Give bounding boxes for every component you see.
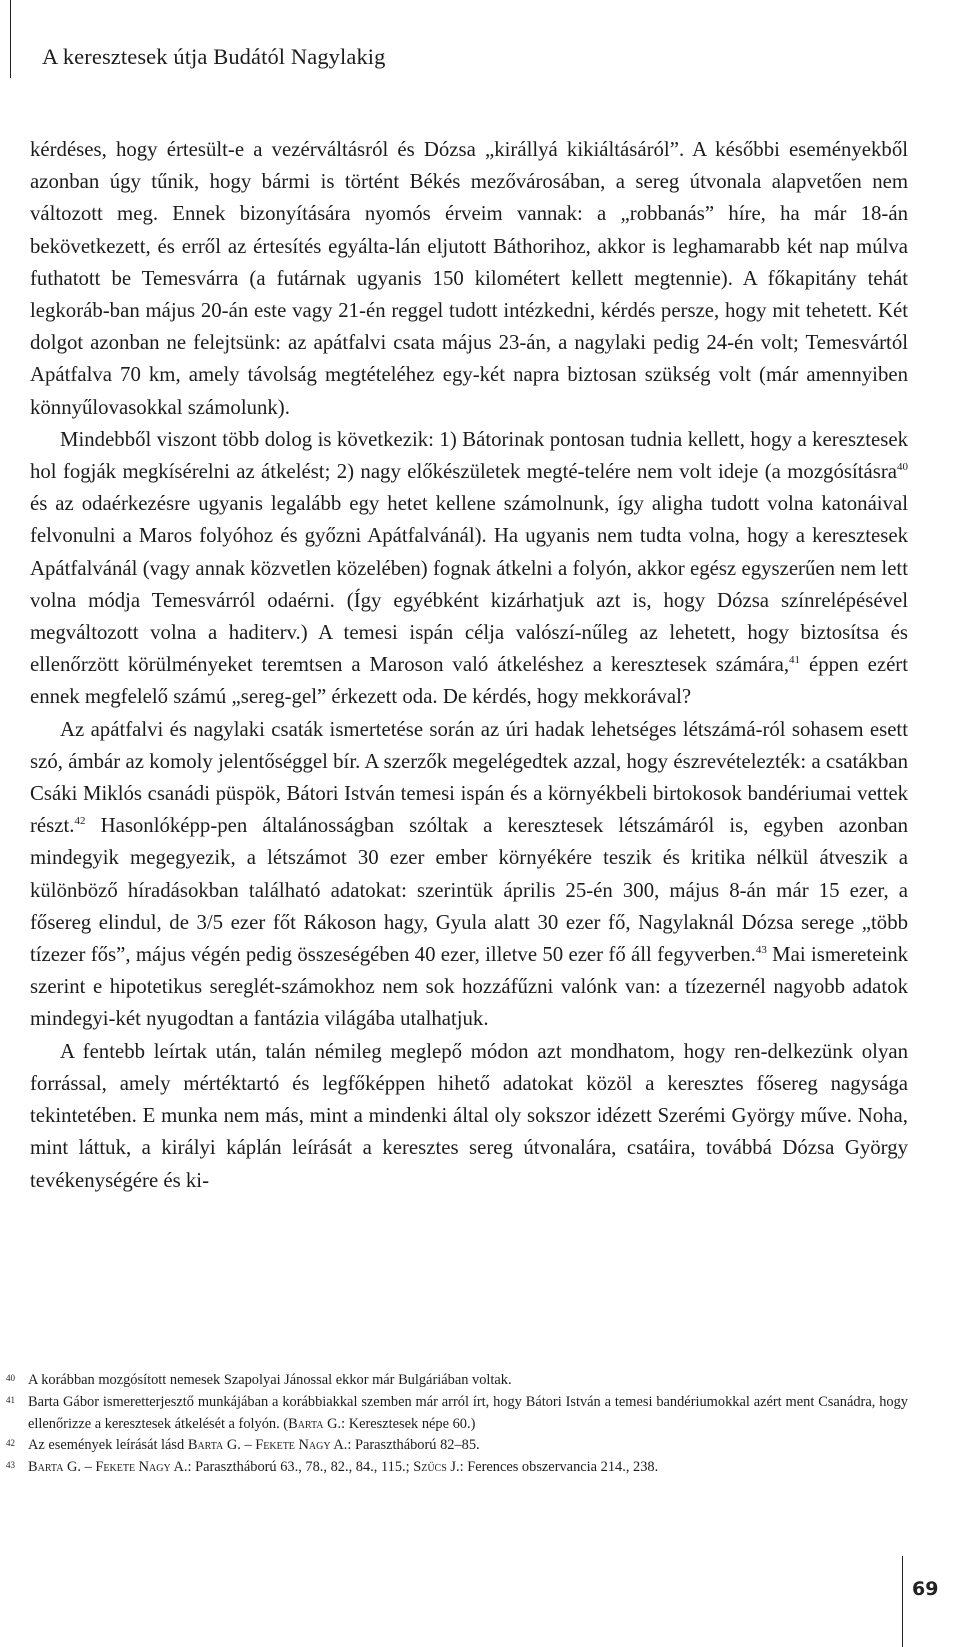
paragraph-3-part-b: Hasonlóképp-pen általánosságban szóltak a keresztesek létszámáról is, egyben azonban mindegyik megegyezik, a létszámot 30 ezer ember környékére teszik és kritika nélkül átveszik a különböző híradásokban található adatokat: szerintük április 25-én 300, május 8-án már 15 ezer, a fősereg elindul, de 3/5 ezer főt Rákoson hagy, Gyula alatt 30 ezer fő, Nagylaknál Dózsa serege „több tízezer fős”, május végén pedig összeségében 40 ezer, illetve 50 ezer fő áll fegyverben. (30, 814, 908, 967)
paragraph-2-part-a: Mindebből viszont több dolog is következik: 1) Bátorinak pontosan tudnia kellett, hogy a keresztesek hol fogják megkísérelni az átkelést; 2) nagy előkészületek megté-telére nem volt ideje (a mozgósításra (30, 427, 908, 484)
main-text (30, 134, 908, 1197)
footnote-text: : Parasztháború 82–85. (347, 1437, 480, 1454)
page-number-rule (902, 1556, 903, 1647)
footnote-number: 42 (6, 1438, 15, 1449)
paragraph-1: kérdéses, hogy értesült-e a vezérváltásról és Dózsa „királlyá kikiáltásáról”. A későbbi eseményekből azonban úgy tűnik, hogy bármi is történt Békés mezővárosában, a sereg útvonala alapvetően nem változott meg. Ennek bizonyítására nyomós érveim vannak: a „robbanás” híre, ha már 18-án bekövetkezett, és erről az értesítés egyálta-lán eljutott Báthorihoz, akkor is leghamarabb két nap múlva futhatott be Temesvárra (a futárnak ugyanis 150 kilométert kellett megtennie). A főkapitány tehát legkoráb-ban május 20-án este vagy 21-én reggel tudott intézkedni, kérdés persze, hogy mit tehetett. Két dolgot azonban ne felejtsünk: az apátfalvi csata május 23-án, a nagylaki pedig 24-én volt; Temesvártól Apátfalva 70 km, amely távolság megtételéhez egy-két napra biztosan szükség volt (már amennyiben könnyűlovasokkal számolunk). (30, 138, 908, 419)
footnote-42 (6, 1435, 908, 1457)
footnote-text: A korábban mozgósított nemesek Szapolyai Jánossal ekkor már Bulgáriában voltak. (28, 1372, 512, 1388)
footnotes (6, 1370, 908, 1479)
footnote-ref-40[interactable]: 40 (897, 461, 908, 474)
header-rule (10, 0, 11, 78)
footnote-author: Barta G. (187, 1437, 241, 1454)
footnote-text: Az események leírását lásd (28, 1437, 188, 1454)
footnote-ref-41[interactable]: 41 (789, 654, 801, 667)
paragraph-2-part-b: és az odaérkezésre ugyanis legalább egy hetet kellene számolnunk, így aligha tudott volna katonáival felvonulni a Maros folyóhoz és győzni Apátfalvánál). Ha ugyanis nem tudta volna, hogy a keresztesek Apátfalvánál (vagy annak közvetlen közelében) fognak átkelni a folyón, akkor egész egyszerűen nem lett volna módja Temesvárról odaérni. (Így egyébként kizárhatjuk azt is, hogy Dózsa színrelépésével megváltozott volna a haditerv.) A temesi ispán célja valószí-nűleg az lehetett, hogy biztosítsa és ellenőrzött körülményeket teremtsen a Maroson való átkeléshez a keresztesek számára, (30, 492, 908, 677)
footnote-text: : Ferences obszervancia 214., 238. (459, 1459, 659, 1476)
footnote-author: Barta G. (288, 1415, 342, 1432)
footnote-41 (6, 1392, 908, 1436)
footnote-number: 43 (6, 1460, 15, 1471)
footnote-43 (6, 1457, 908, 1479)
footnote-author: Barta G. (28, 1459, 82, 1476)
footnote-separator: – (240, 1437, 256, 1454)
footnote-text: : Keresztesek népe 60.) (341, 1415, 476, 1432)
paragraph-2 (30, 424, 908, 714)
paragraph-3 (30, 714, 908, 1036)
page-number: 69 (912, 1578, 939, 1600)
paragraph-3-part-c: Mai ismereteink szerint e hipotetikus sereglét-számokhoz nem sok hozzáfűzni valónk van: a tízezernél nagyobb adatok mindegyi-két nyugodtan a fantázia világába utalhatjuk. (30, 943, 908, 1031)
footnote-40 (6, 1370, 908, 1392)
paragraph-2-part-c: éppen ezért ennek megfelelő számú „sereg-gel” érkezett oda. De kérdés, hogy mekkorával? (30, 653, 909, 709)
paragraph-3-part-a: Az apátfalvi és nagylaki csaták ismertetése során az úri hadak lehetséges létszámá-ról sohasem esett szó, ámbár az komoly jelentőséggel bír. A szerzők megelégedtek azzal, hogy észrevételezték: a csatákban Csáki Miklós csanádi püspök, Bátori István temesi ispán és a környékbeli birtokosok bandériumai vettek részt. (30, 717, 908, 838)
footnote-text: Barta Gábor ismeretterjesztő munkájában a korábbiakkal szemben már arról írt, hogy Bátori István a temesi bandériumokkal azért ment Csanádra, hogy ellenőrizze a keresztesek átkelését a folyón. ( (28, 1393, 908, 1432)
footnote-ref-43[interactable]: 43 (755, 944, 767, 957)
footnote-separator: – (81, 1459, 96, 1476)
footnote-author: Szűcs J. (413, 1459, 460, 1476)
footnote-text: : Parasztháború 63., 78., 82., 84., 115.; (187, 1459, 414, 1476)
footnote-author: Fekete Nagy A. (255, 1437, 348, 1454)
footnote-number: 41 (6, 1394, 15, 1405)
footnote-number: 40 (6, 1373, 15, 1383)
running-title: A keresztesek útja Budától Nagylakig (42, 44, 386, 69)
footnote-author: Fekete Nagy A. (95, 1459, 188, 1476)
paragraph-4: A fentebb leírtak után, talán némileg meglepő módon azt mondhatom, hogy ren-delkezünk olyan forrással, amely mértéktartó és legfőképpen hihető adatokat közöl a keresztes fősereg nagysága tekintetében. E munka nem más, mint a mindenki által oly sokszor idézett Szerémi György műve. Noha, mint láttuk, a királyi káplán leírását a keresztes sereg útvonalára, csatáira, továbbá Dózsa György tevékenységére és ki- (30, 1039, 908, 1192)
footnote-ref-42[interactable]: 42 (74, 815, 86, 828)
